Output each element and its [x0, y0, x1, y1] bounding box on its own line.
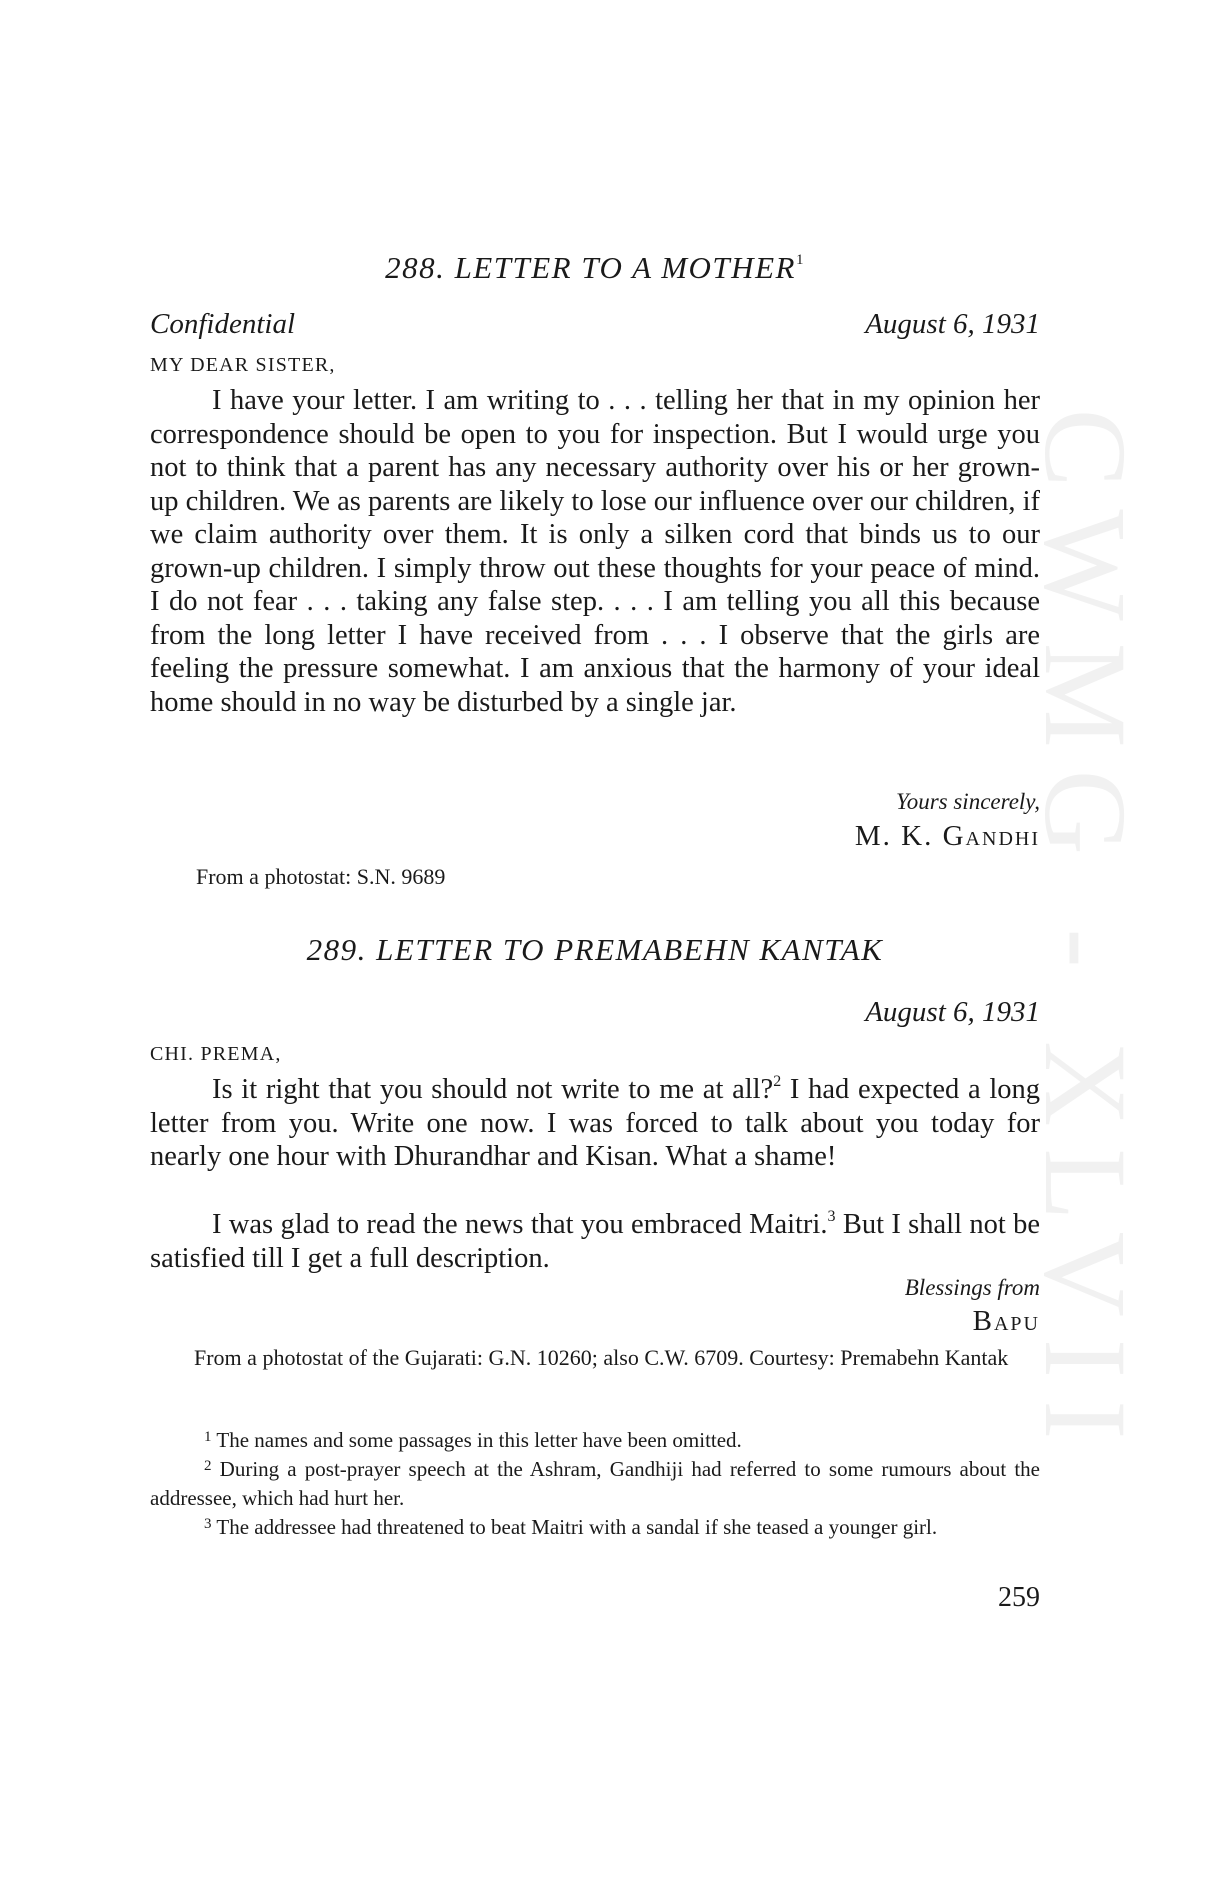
p2-text: I was glad to read the news that you embraced Maitri. — [212, 1209, 828, 1240]
p1-text: Is it right that you should not write to me at all? — [212, 1074, 774, 1105]
p2-rest: But I shall not be satisfied till I get a full description. — [150, 1209, 1040, 1274]
letter-288-body: I have your letter. I am writing to . . . telling her that in my opinion her correspondence should be open to you for inspection. But I would urge you not to think that a parent has any necessary authority over his or her grown-up children. We as parents are likely to lose our influence over our children, if we claim authority over them. It is only a silken cord that binds us to our grown-up children. I simply throw out these thoughts for your peace of mind. I do not fear . . . taking any false step. . . . I am telling you all this because from the long letter I have received from . . . I observe that the girls are feeling the pressure somewhat. I am anxious that the harmony of your ideal home should in no way be disturbed by a single jar. — [150, 385, 1040, 718]
letter-288-date: August 6, 1931 — [865, 308, 1040, 340]
footnote-2-number: 2 — [204, 1458, 212, 1474]
letter-288-signature: M. K. Gandhi — [854, 820, 1040, 852]
letter-289-source: From a photostat of the Gujarati: G.N. 10260; also C.W. 6709. Courtesy: Premabehn Kantak — [194, 1345, 1009, 1370]
footnote-3-text: The addressee had threatened to beat Maitri with a sandal if she teased a younger girl. — [216, 1515, 938, 1539]
letter-288-closing: Yours sincerely, — [896, 789, 1040, 814]
letter-288-salutation: MY DEAR SISTER, — [150, 354, 336, 376]
letter-289-date: August 6, 1931 — [865, 996, 1040, 1028]
letter-288-heading — [150, 250, 1040, 286]
footnote-ref-2: 2 — [773, 1073, 782, 1090]
footnote-1-number: 1 — [204, 1429, 212, 1445]
footnote-ref-1: 1 — [795, 252, 805, 268]
footnote-1 — [150, 1423, 1040, 1455]
page-number: 259 — [998, 1582, 1040, 1613]
letter-289-paragraph-2 — [150, 1208, 1040, 1275]
letter-288-source: From a photostat: S.N. 9689 — [196, 864, 446, 889]
letter-289-paragraph-1 — [150, 1073, 1040, 1174]
footnote-3 — [150, 1510, 1040, 1542]
letter-289-closing: Blessings from — [904, 1275, 1040, 1300]
footnote-ref-3: 3 — [827, 1208, 836, 1225]
letter-288-meta-row — [150, 308, 1040, 341]
letter-289-salutation: CHI. PREMA, — [150, 1043, 282, 1065]
footnote-3-number: 3 — [204, 1516, 212, 1532]
footnote-2 — [150, 1452, 1040, 1513]
confidential-label: Confidential — [150, 308, 295, 340]
letter-289-heading: 289. LETTER TO PREMABEHN KANTAK — [306, 932, 884, 967]
watermark-text: CWMG - XLVII — [1020, 408, 1151, 1462]
letter-289-signature: Bapu — [972, 1305, 1040, 1337]
letter-288-title: 288. LETTER TO A MOTHER — [385, 250, 796, 285]
footnote-2-text: During a post-prayer speech at the Ashram, Gandhiji had referred to some rumours about the addressee, which had hurt her. — [150, 1457, 1040, 1510]
footnote-1-text: The names and some passages in this letter have been omitted. — [216, 1428, 742, 1452]
p1-rest: I had expected a long letter from you. Write one now. I was forced to talk about you today for nearly one hour with Dhurandhar and Kisan. What a shame! — [150, 1074, 1040, 1172]
